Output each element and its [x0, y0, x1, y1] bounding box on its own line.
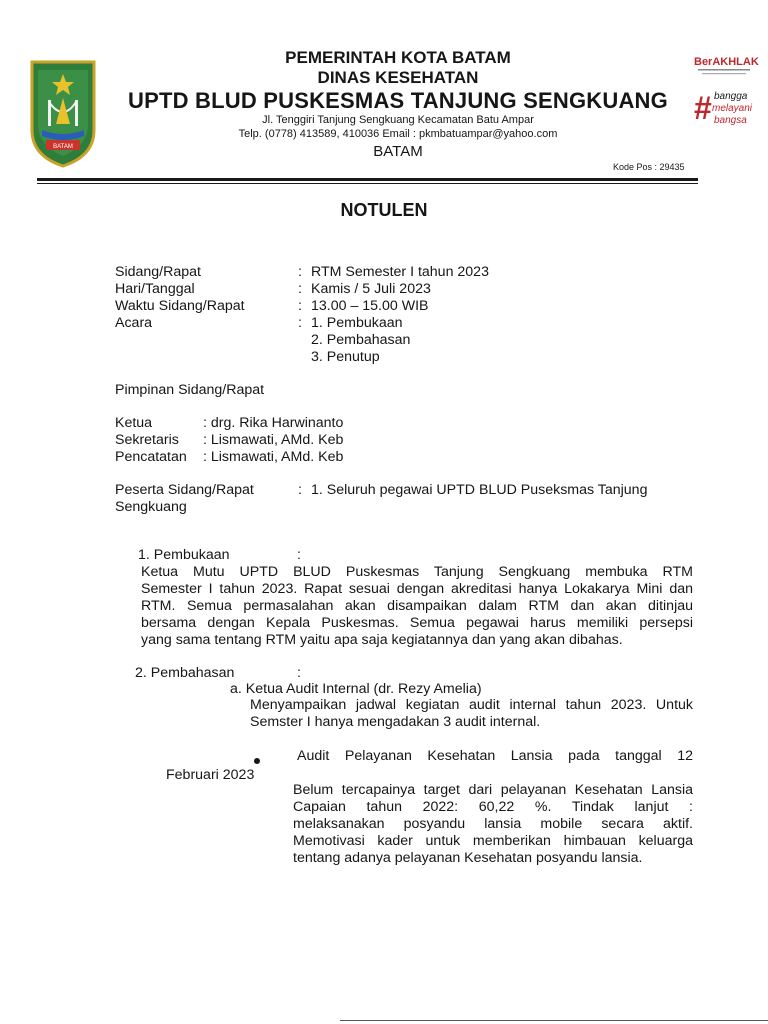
pimpinan-label: Pencatatan — [115, 449, 187, 465]
pimpinan-heading: Pimpinan Sidang/Rapat — [115, 382, 265, 398]
paragraph-line: Belum tercapainya target dari pelayanan Kesehatan Lansia — [293, 782, 693, 798]
paragraph-line: yang sama tentang RTM yaitu apa saja kegiatannya dan yang akan dibahas. — [141, 632, 623, 648]
agenda-item: 2. Pembahasan — [311, 332, 411, 348]
pimpinan-value: : Lismawati, AMd. Keb — [203, 449, 344, 465]
meeting-value: RTM Semester I tahun 2023 — [311, 264, 489, 280]
paragraph-line: Menyampaikan jadwal kegiatan audit internal tahun 2023. Untuk — [250, 697, 693, 713]
paragraph-line: Semester I tahun 2023. Rapat sesuai dengan akreditasi hanya Lokakarya Mini dan — [141, 581, 693, 597]
peserta-continuation: Sengkuang — [115, 499, 187, 515]
subsection-a-heading: a. Ketua Audit Internal (dr. Rezy Amelia) — [230, 681, 482, 697]
meeting-sep: : — [298, 315, 302, 331]
section-1-heading: 1. Pembukaan — [138, 547, 230, 563]
agenda-item: 3. Penutup — [311, 349, 380, 365]
paragraph-line: RTM. Semua permasalahan akan disampaikan dalam RTM dan akan ditinjau — [141, 598, 693, 614]
peserta-sep: : — [298, 482, 302, 498]
letterhead-divider-thick — [37, 178, 698, 181]
letterhead-department: DINAS KESEHATAN — [317, 68, 479, 87]
meeting-sep: : — [298, 298, 302, 314]
paragraph-line: Semster I hanya mengadakan 3 audit internal. — [250, 714, 541, 730]
section-2-colon: : — [297, 665, 301, 681]
pimpinan-value: : Lismawati, AMd. Keb — [203, 432, 344, 448]
meeting-label: Waktu Sidang/Rapat — [115, 298, 245, 314]
pimpinan-value: : drg. Rika Harwinanto — [203, 415, 344, 431]
page-edge-line — [340, 1020, 768, 1021]
paragraph-line: tentang adanya pelayanan Kesehatan posyandu lansia. — [293, 850, 643, 866]
meeting-label: Acara — [115, 315, 153, 331]
bullet-text: Audit Pelayanan Kesehatan Lansia pada tanggal 12 — [297, 748, 693, 764]
meeting-label: Hari/Tanggal — [115, 281, 195, 297]
document-title: NOTULEN — [340, 200, 428, 220]
meeting-sep: : — [298, 281, 302, 297]
paragraph-line: Ketua Mutu UPTD BLUD Puskesmas Tanjung Sengkuang membuka RTM — [141, 564, 693, 580]
meeting-sep: : — [298, 264, 302, 280]
letterhead-government: PEMERINTAH KOTA BATAM — [285, 48, 511, 67]
letterhead-city: BATAM — [373, 143, 423, 160]
pimpinan-label: Ketua — [115, 415, 153, 431]
letterhead-address: Jl. Tenggiri Tanjung Sengkuang Kecamatan Batu Ampar — [262, 114, 534, 126]
paragraph-line: Memotivasi kader untuk memberikan himbauan keluarga — [293, 833, 693, 849]
peserta-value: 1. Seluruh pegawai UPTD BLUD Puseksmas Tanjung — [311, 482, 648, 498]
letterhead-institution: UPTD BLUD PUSKESMAS TANJUNG SENGKUANG — [128, 88, 668, 113]
svg-text:BerAKHLAK: BerAKHLAK — [694, 56, 759, 68]
svg-text:bangga: bangga — [714, 91, 748, 102]
bullet-text-continuation: Februari 2023 — [166, 767, 255, 783]
svg-text:#: # — [694, 90, 712, 126]
pimpinan-label: Sekretaris — [115, 432, 179, 448]
paragraph-line: melaksanakan posyandu lansia mobile secara aktif. — [293, 816, 693, 832]
paragraph-line: bersama dengan Kepala Puskesmas. Semua pegawai harus memiliki persepsi — [141, 615, 693, 631]
meeting-label: Sidang/Rapat — [115, 264, 201, 280]
meeting-value: 1. Pembukaan — [311, 315, 403, 331]
section-2-heading: 2. Pembahasan — [135, 665, 235, 681]
meeting-value: 13.00 – 15.00 WIB — [311, 298, 429, 314]
letterhead-contact: Telp. (0778) 413589, 410036 Email : pkmbatuampar@yahoo.com — [238, 128, 558, 140]
berakhlak-brand-logo — [690, 45, 760, 135]
paragraph-line: Capaian tahun 2022: 60,22 %. Tindak lanjut : — [293, 799, 693, 815]
svg-text:BATAM: BATAM — [53, 144, 73, 150]
meeting-value: Kamis / 5 Juli 2023 — [311, 281, 431, 297]
batam-city-logo — [30, 60, 96, 168]
peserta-label: Peserta Sidang/Rapat — [115, 482, 254, 498]
svg-text:melayani: melayani — [712, 103, 753, 114]
bullet-dot — [254, 758, 260, 764]
letterhead-divider-thin — [37, 183, 698, 184]
postal-code: Kode Pos : 29435 — [613, 162, 685, 172]
svg-text:bangsa: bangsa — [714, 115, 747, 126]
section-1-colon: : — [297, 547, 301, 563]
